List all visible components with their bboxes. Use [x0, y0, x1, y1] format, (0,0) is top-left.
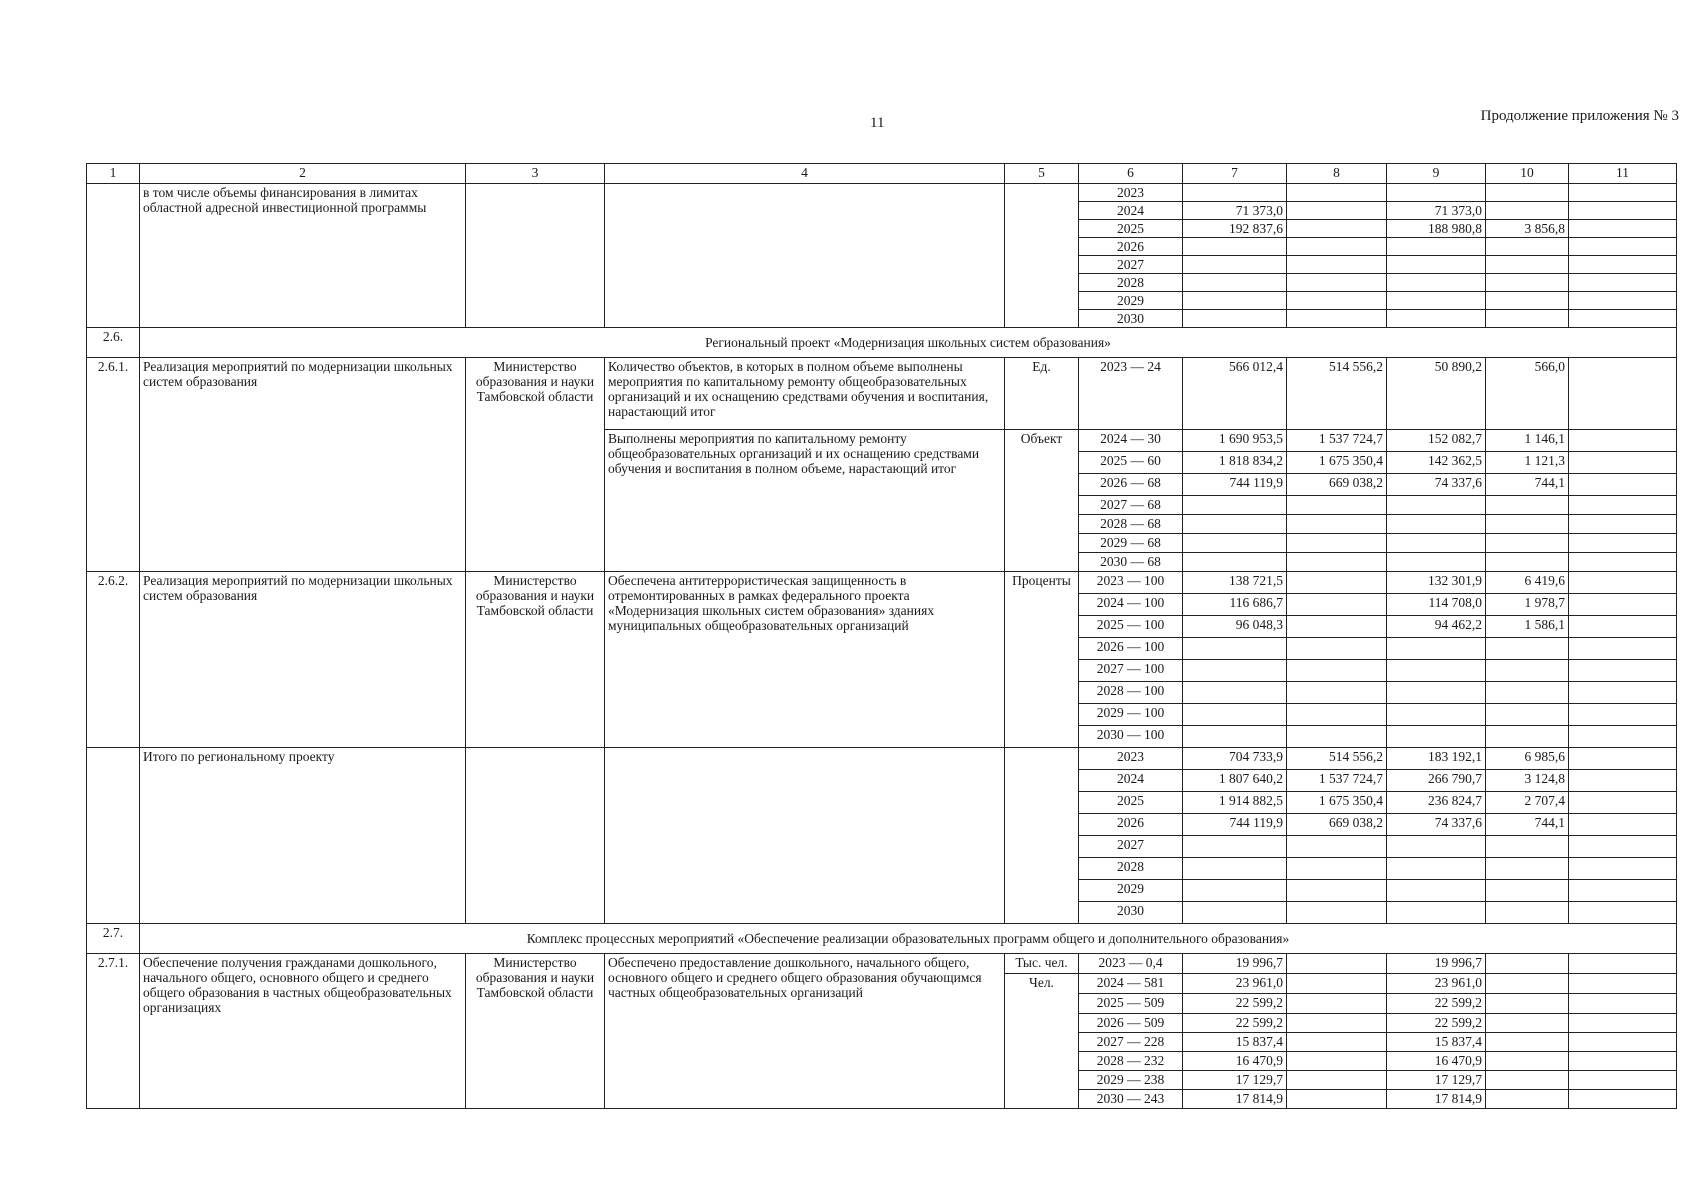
- unit-text: Чел.: [1005, 974, 1079, 1109]
- amount-cell: [1287, 594, 1387, 616]
- section-title: Региональный проект «Модернизация школьных систем образования»: [140, 328, 1677, 358]
- amount-cell: [1486, 726, 1569, 748]
- section-row: [87, 924, 1677, 954]
- amount-cell: [1486, 974, 1569, 994]
- col11-cell: [1569, 836, 1677, 858]
- amount-cell: [1387, 638, 1486, 660]
- amount-cell: [1287, 572, 1387, 594]
- amount-cell: [1387, 496, 1486, 515]
- year-cell: 2023: [1079, 748, 1183, 770]
- amount-cell: 19 996,7: [1387, 954, 1486, 974]
- amount-cell: 1 586,1: [1486, 616, 1569, 638]
- indicator-text: Обеспечено предоставление дошкольного, начального общего, основного общего и среднего общего образования обучающимся частных общеобразовательных организаций: [605, 954, 1005, 1109]
- page-number: 11: [870, 115, 885, 131]
- amount-cell: [1387, 836, 1486, 858]
- item-executor: Министерство образования и науки Тамбовской области: [466, 954, 605, 1109]
- amount-cell: 114 708,0: [1387, 594, 1486, 616]
- col11-cell: [1569, 880, 1677, 902]
- amount-cell: 266 790,7: [1387, 770, 1486, 792]
- amount-cell: 74 337,6: [1387, 814, 1486, 836]
- item-number: 2.6.1.: [87, 358, 140, 572]
- amount-cell: [1486, 660, 1569, 682]
- amount-cell: 19 996,7: [1183, 954, 1287, 974]
- amount-cell: [1387, 515, 1486, 534]
- unit-cell: [1005, 184, 1079, 328]
- year-cell: 2024: [1079, 770, 1183, 792]
- amount-cell: [1486, 202, 1569, 220]
- section-row: [87, 328, 1677, 358]
- column-number: 5: [1005, 164, 1079, 184]
- header-row: [87, 164, 1677, 184]
- amount-cell: 17 814,9: [1183, 1090, 1287, 1109]
- year-cell: 2023 — 100: [1079, 572, 1183, 594]
- year-cell: 2028: [1079, 274, 1183, 292]
- amount-cell: [1387, 858, 1486, 880]
- amount-cell: [1287, 238, 1387, 256]
- amount-cell: [1287, 534, 1387, 553]
- amount-cell: [1183, 836, 1287, 858]
- col11-cell: [1569, 792, 1677, 814]
- col11-cell: [1569, 858, 1677, 880]
- continuation-label: Продолжение приложения № 3: [1480, 108, 1679, 124]
- amount-cell: 1 146,1: [1486, 430, 1569, 452]
- year-cell: 2023 — 24: [1079, 358, 1183, 430]
- amount-cell: [1183, 256, 1287, 274]
- col11-cell: [1569, 902, 1677, 924]
- col11-cell: [1569, 310, 1677, 328]
- amount-cell: [1486, 274, 1569, 292]
- year-cell: 2023: [1079, 184, 1183, 202]
- amount-cell: 22 599,2: [1183, 994, 1287, 1014]
- unit-text: Тыс. чел.: [1005, 954, 1079, 974]
- amount-cell: [1486, 858, 1569, 880]
- item-name: Обеспечение получения гражданами дошкольного, начального общего, основного общего и среднего общего образования в частных общеобразовательных организациях: [140, 954, 466, 1109]
- amount-cell: [1287, 220, 1387, 238]
- year-cell: 2030 — 100: [1079, 726, 1183, 748]
- year-cell: 2029: [1079, 880, 1183, 902]
- col11-cell: [1569, 660, 1677, 682]
- year-cell: 2029 — 238: [1079, 1071, 1183, 1090]
- section-title: Комплекс процессных мероприятий «Обеспечение реализации образовательных программ общего и дополнительного образования»: [140, 924, 1677, 954]
- amount-cell: [1387, 310, 1486, 328]
- year-cell: 2027: [1079, 836, 1183, 858]
- amount-cell: [1287, 902, 1387, 924]
- amount-cell: [1183, 292, 1287, 310]
- amount-cell: 1 537 724,7: [1287, 430, 1387, 452]
- amount-cell: 15 837,4: [1387, 1033, 1486, 1052]
- amount-cell: [1287, 974, 1387, 994]
- amount-cell: [1387, 704, 1486, 726]
- amount-cell: 74 337,6: [1387, 474, 1486, 496]
- amount-cell: [1287, 682, 1387, 704]
- col11-cell: [1569, 452, 1677, 474]
- amount-cell: [1287, 310, 1387, 328]
- amount-cell: 1 121,3: [1486, 452, 1569, 474]
- amount-cell: [1486, 534, 1569, 553]
- amount-cell: 1 818 834,2: [1183, 452, 1287, 474]
- section-number: 2.6.: [87, 328, 140, 358]
- amount-cell: 132 301,9: [1387, 572, 1486, 594]
- col11-cell: [1569, 430, 1677, 452]
- amount-cell: 152 082,7: [1387, 430, 1486, 452]
- amount-cell: [1486, 704, 1569, 726]
- amount-cell: 22 599,2: [1387, 994, 1486, 1014]
- amount-cell: [1486, 1014, 1569, 1033]
- amount-cell: [1287, 880, 1387, 902]
- unit-text: Проценты: [1005, 572, 1079, 748]
- column-number: 2: [140, 164, 466, 184]
- indicator-cell: [605, 184, 1005, 328]
- amount-cell: [1287, 256, 1387, 274]
- executor-cell: [466, 184, 605, 328]
- col11-cell: [1569, 748, 1677, 770]
- year-cell: 2025 — 509: [1079, 994, 1183, 1014]
- amount-cell: [1486, 1090, 1569, 1109]
- amount-cell: [1183, 902, 1287, 924]
- amount-cell: [1287, 1090, 1387, 1109]
- column-number: 10: [1486, 164, 1569, 184]
- amount-cell: 744,1: [1486, 814, 1569, 836]
- amount-cell: [1183, 726, 1287, 748]
- amount-cell: 23 961,0: [1183, 974, 1287, 994]
- amount-cell: 116 686,7: [1183, 594, 1287, 616]
- amount-cell: [1183, 274, 1287, 292]
- amount-cell: [1287, 1014, 1387, 1033]
- amount-cell: 1 978,7: [1486, 594, 1569, 616]
- amount-cell: [1387, 902, 1486, 924]
- amount-cell: [1183, 880, 1287, 902]
- amount-cell: 236 824,7: [1387, 792, 1486, 814]
- year-cell: 2030: [1079, 902, 1183, 924]
- amount-cell: [1387, 682, 1486, 704]
- indicator-text: Выполнены мероприятия по капитальному ремонту общеобразовательных организаций и их оснащению средствами обучения и воспитания в полном объеме, нарастающий итог: [605, 430, 1005, 572]
- year-cell: 2029 — 68: [1079, 534, 1183, 553]
- table-row: [87, 184, 1677, 202]
- amount-cell: 669 038,2: [1287, 474, 1387, 496]
- indicator-text: Количество объектов, в которых в полном объеме выполнены мероприятия по капитальному ремонту общеобразовательных организаций и их оснащению средствами обучения и воспитания, нарастающий итог: [605, 358, 1005, 430]
- amount-cell: [1183, 638, 1287, 660]
- item-name: Реализация мероприятий по модернизации школьных систем образования: [140, 358, 466, 572]
- year-cell: 2023 — 0,4: [1079, 954, 1183, 974]
- amount-cell: [1486, 553, 1569, 572]
- amount-cell: [1287, 858, 1387, 880]
- amount-cell: [1387, 534, 1486, 553]
- amount-cell: [1486, 496, 1569, 515]
- col11-cell: [1569, 1014, 1677, 1033]
- amount-cell: 1 675 350,4: [1287, 792, 1387, 814]
- item-executor: Министерство образования и науки Тамбовской области: [466, 358, 605, 572]
- amount-cell: [1183, 553, 1287, 572]
- year-cell: 2026 — 509: [1079, 1014, 1183, 1033]
- year-cell: 2030 — 243: [1079, 1090, 1183, 1109]
- col11-cell: [1569, 474, 1677, 496]
- year-cell: 2026: [1079, 814, 1183, 836]
- year-cell: 2025: [1079, 220, 1183, 238]
- amount-cell: [1287, 515, 1387, 534]
- indicator-text: Обеспечена антитеррористическая защищенность в отремонтированных в рамках федерального проекта «Модернизация школьных систем образования» зданиях муниципальных общеобразовательных организаций: [605, 572, 1005, 748]
- amount-cell: [1486, 1033, 1569, 1052]
- year-cell: 2030 — 68: [1079, 553, 1183, 572]
- amount-cell: 192 837,6: [1183, 220, 1287, 238]
- amount-cell: [1287, 184, 1387, 202]
- year-cell: 2024 — 100: [1079, 594, 1183, 616]
- col11-cell: [1569, 1090, 1677, 1109]
- amount-cell: [1287, 202, 1387, 220]
- col11-cell: [1569, 292, 1677, 310]
- amount-cell: 15 837,4: [1183, 1033, 1287, 1052]
- amount-cell: [1486, 954, 1569, 974]
- num-cell: [87, 748, 140, 924]
- amount-cell: [1486, 238, 1569, 256]
- year-cell: 2028 — 232: [1079, 1052, 1183, 1071]
- col11-cell: [1569, 770, 1677, 792]
- amount-cell: [1387, 292, 1486, 310]
- amount-cell: [1183, 682, 1287, 704]
- amount-cell: 71 373,0: [1387, 202, 1486, 220]
- amount-cell: [1387, 184, 1486, 202]
- item-executor: Министерство образования и науки Тамбовской области: [466, 572, 605, 748]
- amount-cell: [1486, 310, 1569, 328]
- amount-cell: [1486, 515, 1569, 534]
- amount-cell: 704 733,9: [1183, 748, 1287, 770]
- amount-cell: 566 012,4: [1183, 358, 1287, 430]
- year-cell: 2029: [1079, 292, 1183, 310]
- amount-cell: 514 556,2: [1287, 748, 1387, 770]
- year-cell: 2026: [1079, 238, 1183, 256]
- appendix-table: [86, 163, 1677, 1109]
- year-cell: 2025 — 60: [1079, 452, 1183, 474]
- amount-cell: [1387, 256, 1486, 274]
- amount-cell: [1287, 1033, 1387, 1052]
- amount-cell: 50 890,2: [1387, 358, 1486, 430]
- total-label: Итого по региональному проекту: [140, 748, 466, 924]
- amount-cell: 71 373,0: [1183, 202, 1287, 220]
- unit-text: Объект: [1005, 430, 1079, 572]
- column-number: 4: [605, 164, 1005, 184]
- item-number: 2.7.1.: [87, 954, 140, 1109]
- col11-cell: [1569, 726, 1677, 748]
- col11-cell: [1569, 954, 1677, 974]
- year-cell: 2026 — 68: [1079, 474, 1183, 496]
- amount-cell: [1486, 902, 1569, 924]
- amount-cell: [1486, 292, 1569, 310]
- col11-cell: [1569, 184, 1677, 202]
- col11-cell: [1569, 594, 1677, 616]
- amount-cell: [1287, 836, 1387, 858]
- amount-cell: 744 119,9: [1183, 474, 1287, 496]
- year-cell: 2028 — 68: [1079, 515, 1183, 534]
- column-number: 9: [1387, 164, 1486, 184]
- amount-cell: 188 980,8: [1387, 220, 1486, 238]
- amount-cell: [1486, 1071, 1569, 1090]
- amount-cell: [1387, 553, 1486, 572]
- column-number: 7: [1183, 164, 1287, 184]
- amount-cell: 744 119,9: [1183, 814, 1287, 836]
- year-cell: 2027 — 68: [1079, 496, 1183, 515]
- year-cell: 2024: [1079, 202, 1183, 220]
- amount-cell: [1183, 534, 1287, 553]
- col11-cell: [1569, 704, 1677, 726]
- amount-cell: [1387, 880, 1486, 902]
- year-cell: 2028 — 100: [1079, 682, 1183, 704]
- amount-cell: 669 038,2: [1287, 814, 1387, 836]
- amount-cell: 1 807 640,2: [1183, 770, 1287, 792]
- table-row: [87, 358, 1677, 430]
- amount-cell: [1387, 274, 1486, 292]
- col11-cell: [1569, 1071, 1677, 1090]
- amount-cell: [1183, 660, 1287, 682]
- year-cell: 2027: [1079, 256, 1183, 274]
- col11-cell: [1569, 358, 1677, 430]
- col11-cell: [1569, 515, 1677, 534]
- amount-cell: 183 192,1: [1387, 748, 1486, 770]
- amount-cell: [1287, 496, 1387, 515]
- amount-cell: [1486, 880, 1569, 902]
- year-cell: 2030: [1079, 310, 1183, 328]
- amount-cell: [1486, 836, 1569, 858]
- year-cell: 2026 — 100: [1079, 638, 1183, 660]
- amount-cell: [1183, 238, 1287, 256]
- num-cell: [87, 184, 140, 328]
- col11-cell: [1569, 814, 1677, 836]
- amount-cell: 16 470,9: [1387, 1052, 1486, 1071]
- amount-cell: [1486, 184, 1569, 202]
- amount-cell: [1387, 726, 1486, 748]
- total-row: [87, 748, 1677, 770]
- year-cell: 2024 — 30: [1079, 430, 1183, 452]
- table-row: [87, 572, 1677, 594]
- unit-text: Ед.: [1005, 358, 1079, 430]
- col11-cell: [1569, 553, 1677, 572]
- year-cell: 2027 — 100: [1079, 660, 1183, 682]
- year-cell: 2025 — 100: [1079, 616, 1183, 638]
- col11-cell: [1569, 616, 1677, 638]
- amount-cell: 3 856,8: [1486, 220, 1569, 238]
- col11-cell: [1569, 572, 1677, 594]
- amount-cell: [1287, 1052, 1387, 1071]
- amount-cell: [1287, 638, 1387, 660]
- year-cell: 2025: [1079, 792, 1183, 814]
- year-cell: 2024 — 581: [1079, 974, 1183, 994]
- col11-cell: [1569, 238, 1677, 256]
- amount-cell: [1183, 496, 1287, 515]
- amount-cell: 96 048,3: [1183, 616, 1287, 638]
- unit-cell: [1005, 748, 1079, 924]
- amount-cell: 17 129,7: [1387, 1071, 1486, 1090]
- section-number: 2.7.: [87, 924, 140, 954]
- item-name: Реализация мероприятий по модернизации школьных систем образования: [140, 572, 466, 748]
- col11-cell: [1569, 220, 1677, 238]
- name-cell: в том числе объемы финансирования в лимитах областной адресной инвестиционной программы: [140, 184, 466, 328]
- amount-cell: [1486, 994, 1569, 1014]
- column-number: 8: [1287, 164, 1387, 184]
- amount-cell: [1287, 954, 1387, 974]
- year-cell: 2028: [1079, 858, 1183, 880]
- col11-cell: [1569, 974, 1677, 994]
- amount-cell: 744,1: [1486, 474, 1569, 496]
- amount-cell: 6 985,6: [1486, 748, 1569, 770]
- column-number: 6: [1079, 164, 1183, 184]
- col11-cell: [1569, 1033, 1677, 1052]
- amount-cell: 138 721,5: [1183, 572, 1287, 594]
- amount-cell: 1 690 953,5: [1183, 430, 1287, 452]
- amount-cell: [1287, 994, 1387, 1014]
- column-number: 3: [466, 164, 605, 184]
- col11-cell: [1569, 274, 1677, 292]
- amount-cell: [1287, 1071, 1387, 1090]
- amount-cell: [1183, 310, 1287, 328]
- amount-cell: 94 462,2: [1387, 616, 1486, 638]
- amount-cell: 2 707,4: [1486, 792, 1569, 814]
- col11-cell: [1569, 638, 1677, 660]
- amount-cell: 16 470,9: [1183, 1052, 1287, 1071]
- amount-cell: [1486, 682, 1569, 704]
- amount-cell: [1183, 515, 1287, 534]
- amount-cell: 22 599,2: [1387, 1014, 1486, 1033]
- amount-cell: [1183, 858, 1287, 880]
- amount-cell: 23 961,0: [1387, 974, 1486, 994]
- amount-cell: [1486, 1052, 1569, 1071]
- col11-cell: [1569, 202, 1677, 220]
- amount-cell: [1287, 726, 1387, 748]
- col11-cell: [1569, 534, 1677, 553]
- amount-cell: 142 362,5: [1387, 452, 1486, 474]
- col11-cell: [1569, 496, 1677, 515]
- col11-cell: [1569, 1052, 1677, 1071]
- amount-cell: 6 419,6: [1486, 572, 1569, 594]
- amount-cell: [1387, 660, 1486, 682]
- amount-cell: [1287, 660, 1387, 682]
- col11-cell: [1569, 994, 1677, 1014]
- amount-cell: [1387, 238, 1486, 256]
- amount-cell: 514 556,2: [1287, 358, 1387, 430]
- table-row: [87, 954, 1677, 974]
- amount-cell: 17 129,7: [1183, 1071, 1287, 1090]
- column-number: 1: [87, 164, 140, 184]
- amount-cell: 1 914 882,5: [1183, 792, 1287, 814]
- year-cell: 2027 — 228: [1079, 1033, 1183, 1052]
- amount-cell: [1287, 553, 1387, 572]
- amount-cell: [1287, 274, 1387, 292]
- amount-cell: [1287, 616, 1387, 638]
- amount-cell: 1 675 350,4: [1287, 452, 1387, 474]
- amount-cell: [1287, 292, 1387, 310]
- amount-cell: [1183, 704, 1287, 726]
- amount-cell: 3 124,8: [1486, 770, 1569, 792]
- indicator-cell: [605, 748, 1005, 924]
- col11-cell: [1569, 256, 1677, 274]
- amount-cell: [1486, 256, 1569, 274]
- amount-cell: 566,0: [1486, 358, 1569, 430]
- item-number: 2.6.2.: [87, 572, 140, 748]
- amount-cell: [1183, 184, 1287, 202]
- amount-cell: 1 537 724,7: [1287, 770, 1387, 792]
- column-number: 11: [1569, 164, 1677, 184]
- amount-cell: 17 814,9: [1387, 1090, 1486, 1109]
- executor-cell: [466, 748, 605, 924]
- year-cell: 2029 — 100: [1079, 704, 1183, 726]
- amount-cell: [1287, 704, 1387, 726]
- amount-cell: [1486, 638, 1569, 660]
- col11-cell: [1569, 682, 1677, 704]
- amount-cell: 22 599,2: [1183, 1014, 1287, 1033]
